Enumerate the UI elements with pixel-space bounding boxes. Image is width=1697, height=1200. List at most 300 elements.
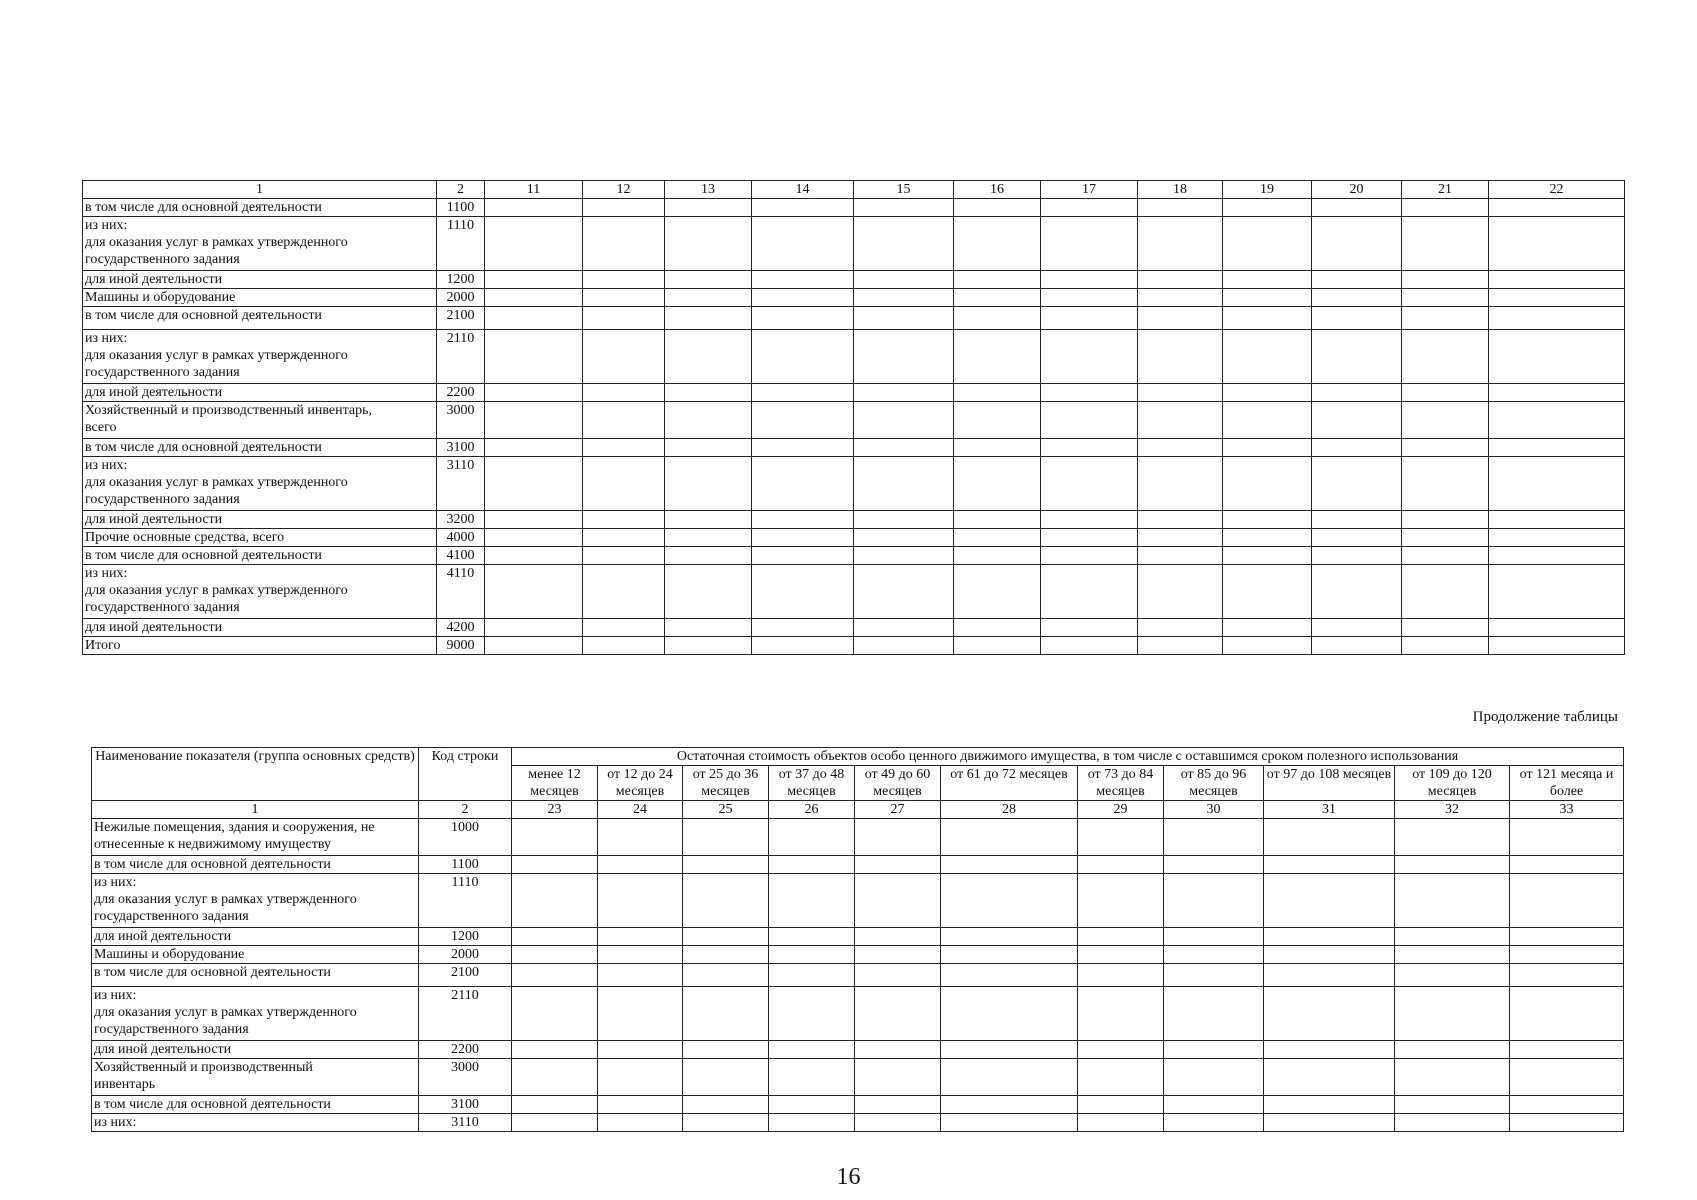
data-cell [1041, 439, 1138, 457]
row-indicator-name: в том числе для основной деятельности [83, 547, 437, 565]
column-number-header: 24 [598, 801, 683, 819]
data-cell [1312, 271, 1402, 289]
table-row [92, 964, 1624, 987]
row-code: 1110 [419, 874, 512, 928]
data-cell [583, 529, 665, 547]
data-cell [665, 637, 752, 655]
data-cell [1041, 619, 1138, 637]
data-cell [665, 547, 752, 565]
data-cell [583, 547, 665, 565]
table-row [83, 439, 1625, 457]
data-cell [1402, 637, 1489, 655]
data-cell [1138, 439, 1223, 457]
data-cell [752, 511, 854, 529]
data-cell [769, 819, 855, 856]
data-cell [1223, 307, 1312, 330]
row-code: 1200 [419, 928, 512, 946]
data-cell [1041, 307, 1138, 330]
data-cell [683, 987, 769, 1041]
data-cell [1223, 637, 1312, 655]
data-cell [1489, 439, 1625, 457]
data-cell [954, 511, 1041, 529]
row-indicator-name: в том числе для основной деятельности [92, 1096, 419, 1114]
data-cell [752, 565, 854, 619]
data-cell [1489, 402, 1625, 439]
data-cell [583, 307, 665, 330]
data-cell [1164, 946, 1264, 964]
data-cell [1138, 457, 1223, 511]
data-cell [752, 289, 854, 307]
data-cell [1041, 529, 1138, 547]
data-cell [1510, 964, 1624, 987]
data-cell [1223, 384, 1312, 402]
row-indicator-name: из них: для оказания услуг в рамках утвержденного государственного задания [83, 217, 437, 271]
data-cell [769, 856, 855, 874]
row-indicator-name: для иной деятельности [83, 511, 437, 529]
data-cell [752, 384, 854, 402]
data-cell [1164, 1041, 1264, 1059]
data-cell [1264, 928, 1395, 946]
data-cell [954, 307, 1041, 330]
data-cell [512, 856, 598, 874]
data-cell [683, 928, 769, 946]
data-cell [954, 384, 1041, 402]
data-cell [1312, 619, 1402, 637]
data-cell [752, 637, 854, 655]
data-cell [855, 1041, 941, 1059]
column-number-header: 30 [1164, 801, 1264, 819]
data-cell [512, 1059, 598, 1096]
row-code: 1000 [419, 819, 512, 856]
column-number-header: 18 [1138, 181, 1223, 199]
data-cell [1138, 271, 1223, 289]
data-cell [665, 511, 752, 529]
row-indicator-name: Машины и оборудование [92, 946, 419, 964]
data-cell [1510, 928, 1624, 946]
data-cell [583, 330, 665, 384]
data-cell [1489, 199, 1625, 217]
data-cell [1395, 874, 1510, 928]
column-header-period: от 25 до 36 месяцев [683, 766, 769, 801]
data-cell [1078, 987, 1164, 1041]
row-code: 3110 [437, 457, 485, 511]
fixed-assets-table-part1 [82, 180, 1625, 655]
row-code: 4100 [437, 547, 485, 565]
data-cell [1264, 1114, 1395, 1132]
data-cell [855, 856, 941, 874]
column-header-period: от 85 до 96 месяцев [1164, 766, 1264, 801]
row-code: 3100 [437, 439, 485, 457]
column-header-period: от 73 до 84 месяцев [1078, 766, 1164, 801]
row-code: 1110 [437, 217, 485, 271]
data-cell [854, 439, 954, 457]
column-number-header: 20 [1312, 181, 1402, 199]
data-cell [752, 619, 854, 637]
data-cell [1395, 1096, 1510, 1114]
data-cell [1510, 1114, 1624, 1132]
data-cell [1264, 987, 1395, 1041]
column-header-period: от 109 до 120 месяцев [1395, 766, 1510, 801]
table-row [83, 289, 1625, 307]
column-number-header: 13 [665, 181, 752, 199]
data-cell [941, 856, 1078, 874]
data-cell [1041, 402, 1138, 439]
table-row [83, 402, 1625, 439]
table-row [92, 1041, 1624, 1059]
data-cell [855, 964, 941, 987]
data-cell [1138, 402, 1223, 439]
data-cell [485, 637, 583, 655]
data-cell [1223, 330, 1312, 384]
row-indicator-name: для иной деятельности [92, 928, 419, 946]
data-cell [583, 289, 665, 307]
data-cell [1078, 1041, 1164, 1059]
row-indicator-name: из них: [92, 1114, 419, 1132]
data-cell [769, 946, 855, 964]
data-cell [769, 1096, 855, 1114]
column-header-period: от 49 до 60 месяцев [855, 766, 941, 801]
data-cell [954, 457, 1041, 511]
data-cell [1489, 217, 1625, 271]
data-cell [941, 1059, 1078, 1096]
data-cell [1041, 289, 1138, 307]
column-number-header: 27 [855, 801, 941, 819]
data-cell [665, 384, 752, 402]
data-cell [752, 529, 854, 547]
table-row [83, 199, 1625, 217]
data-cell [1264, 874, 1395, 928]
data-cell [1402, 547, 1489, 565]
row-indicator-name: в том числе для основной деятельности [92, 964, 419, 987]
data-cell [854, 384, 954, 402]
data-cell [954, 565, 1041, 619]
data-cell [752, 330, 854, 384]
data-cell [1489, 330, 1625, 384]
data-cell [583, 619, 665, 637]
table-row [83, 637, 1625, 655]
row-indicator-name: из них: для оказания услуг в рамках утвержденного государственного задания [83, 457, 437, 511]
data-cell [1489, 637, 1625, 655]
data-cell [1041, 384, 1138, 402]
data-cell [665, 271, 752, 289]
data-cell [941, 987, 1078, 1041]
data-cell [1395, 1059, 1510, 1096]
data-cell [683, 1059, 769, 1096]
data-cell [1489, 384, 1625, 402]
data-cell [1223, 619, 1312, 637]
data-cell [954, 619, 1041, 637]
data-cell [665, 307, 752, 330]
row-indicator-name: Итого [83, 637, 437, 655]
data-cell [512, 928, 598, 946]
table-row [83, 217, 1625, 271]
data-cell [854, 529, 954, 547]
data-cell [485, 547, 583, 565]
data-cell [1402, 330, 1489, 384]
data-cell [583, 402, 665, 439]
data-cell [512, 964, 598, 987]
data-cell [598, 856, 683, 874]
data-cell [485, 439, 583, 457]
data-cell [1402, 619, 1489, 637]
data-cell [769, 987, 855, 1041]
data-cell [665, 330, 752, 384]
data-cell [1041, 511, 1138, 529]
data-cell [1312, 511, 1402, 529]
column-header-period: от 61 до 72 месяцев [941, 766, 1078, 801]
data-cell [1264, 1096, 1395, 1114]
row-code: 3100 [419, 1096, 512, 1114]
data-cell [512, 874, 598, 928]
data-cell [954, 199, 1041, 217]
data-cell [1489, 619, 1625, 637]
row-code: 2110 [419, 987, 512, 1041]
row-code: 2100 [437, 307, 485, 330]
data-cell [665, 529, 752, 547]
data-cell [683, 946, 769, 964]
data-cell [1402, 217, 1489, 271]
data-cell [1264, 856, 1395, 874]
data-cell [1223, 529, 1312, 547]
data-cell [1078, 946, 1164, 964]
row-code: 1100 [419, 856, 512, 874]
column-number-header: 32 [1395, 801, 1510, 819]
data-cell [1489, 511, 1625, 529]
data-cell [941, 946, 1078, 964]
data-cell [665, 217, 752, 271]
data-cell [1312, 457, 1402, 511]
data-cell [665, 402, 752, 439]
data-cell [1312, 565, 1402, 619]
data-cell [941, 928, 1078, 946]
data-cell [512, 819, 598, 856]
data-cell [1489, 271, 1625, 289]
column-header-period: от 12 до 24 месяцев [598, 766, 683, 801]
table-row [83, 547, 1625, 565]
data-cell [1402, 199, 1489, 217]
data-cell [485, 289, 583, 307]
row-code: 1100 [437, 199, 485, 217]
data-cell [1489, 565, 1625, 619]
data-cell [1395, 987, 1510, 1041]
data-cell [583, 565, 665, 619]
data-cell [954, 217, 1041, 271]
column-number-header: 25 [683, 801, 769, 819]
data-cell [854, 565, 954, 619]
data-cell [598, 819, 683, 856]
data-cell [1164, 928, 1264, 946]
data-cell [1402, 307, 1489, 330]
data-cell [854, 511, 954, 529]
row-code: 3110 [419, 1114, 512, 1132]
column-group-header-residual-value: Остаточная стоимость объектов особо ценного движимого имущества, в том числе с оставшимся сроком полезного использования [512, 748, 1624, 766]
data-cell [769, 964, 855, 987]
row-code: 2000 [437, 289, 485, 307]
data-cell [1395, 1114, 1510, 1132]
data-cell [1312, 199, 1402, 217]
data-cell [1223, 402, 1312, 439]
row-indicator-name: для иной деятельности [92, 1041, 419, 1059]
data-cell [752, 199, 854, 217]
data-cell [1078, 856, 1164, 874]
data-cell [1489, 289, 1625, 307]
data-cell [1312, 217, 1402, 271]
data-cell [854, 457, 954, 511]
row-code: 1200 [437, 271, 485, 289]
table-row [83, 307, 1625, 330]
data-cell [1395, 946, 1510, 964]
row-indicator-name: из них: для оказания услуг в рамках утвержденного государственного задания [83, 330, 437, 384]
table-row [92, 987, 1624, 1041]
data-cell [1078, 874, 1164, 928]
data-cell [1489, 457, 1625, 511]
row-indicator-name: Прочие основные средства, всего [83, 529, 437, 547]
table-row [83, 271, 1625, 289]
data-cell [1138, 511, 1223, 529]
continuation-label: Продолжение таблицы [1472, 709, 1618, 725]
data-cell [1138, 547, 1223, 565]
data-cell [1041, 217, 1138, 271]
data-cell [752, 217, 854, 271]
data-cell [665, 457, 752, 511]
data-cell [1402, 384, 1489, 402]
data-cell [683, 1114, 769, 1132]
data-cell [1312, 289, 1402, 307]
column-number-header: 2 [437, 181, 485, 199]
column-number-header: 17 [1041, 181, 1138, 199]
data-cell [854, 330, 954, 384]
data-cell [1489, 547, 1625, 565]
data-cell [512, 987, 598, 1041]
data-cell [1489, 529, 1625, 547]
data-cell [485, 565, 583, 619]
column-number-header: 15 [854, 181, 954, 199]
row-indicator-name: для иной деятельности [83, 384, 437, 402]
data-cell [855, 819, 941, 856]
table-row [83, 565, 1625, 619]
table-row [92, 1096, 1624, 1114]
data-cell [598, 987, 683, 1041]
data-cell [1510, 1096, 1624, 1114]
data-cell [583, 271, 665, 289]
table2-header-row-1 [92, 748, 1624, 766]
data-cell [1264, 819, 1395, 856]
data-cell [1510, 987, 1624, 1041]
data-cell [769, 1059, 855, 1096]
data-cell [665, 619, 752, 637]
data-cell [583, 384, 665, 402]
data-cell [769, 874, 855, 928]
data-cell [598, 1059, 683, 1096]
table2-number-row [92, 801, 1624, 819]
data-cell [954, 402, 1041, 439]
column-number-header: 12 [583, 181, 665, 199]
data-cell [855, 1114, 941, 1132]
data-cell [583, 637, 665, 655]
data-cell [665, 439, 752, 457]
data-cell [1402, 529, 1489, 547]
data-cell [1223, 511, 1312, 529]
data-cell [665, 565, 752, 619]
data-cell [855, 1059, 941, 1096]
data-cell [1264, 1059, 1395, 1096]
row-code: 3000 [419, 1059, 512, 1096]
data-cell [583, 199, 665, 217]
data-cell [752, 402, 854, 439]
data-cell [485, 307, 583, 330]
row-code: 4200 [437, 619, 485, 637]
data-cell [1164, 874, 1264, 928]
row-code: 4000 [437, 529, 485, 547]
column-header-period: от 37 до 48 месяцев [769, 766, 855, 801]
column-header-period: менее 12 месяцев [512, 766, 598, 801]
data-cell [1223, 439, 1312, 457]
row-indicator-name: в том числе для основной деятельности [92, 856, 419, 874]
row-code: 2110 [437, 330, 485, 384]
data-cell [598, 964, 683, 987]
data-cell [1312, 529, 1402, 547]
row-code: 4110 [437, 565, 485, 619]
row-indicator-name: в том числе для основной деятельности [83, 439, 437, 457]
table1-header-row [83, 181, 1625, 199]
data-cell [512, 1114, 598, 1132]
data-cell [683, 964, 769, 987]
data-cell [1402, 289, 1489, 307]
data-cell [1164, 819, 1264, 856]
table-row [92, 928, 1624, 946]
data-cell [854, 637, 954, 655]
data-cell [1138, 330, 1223, 384]
column-number-header: 28 [941, 801, 1078, 819]
table-row [83, 529, 1625, 547]
data-cell [854, 619, 954, 637]
data-cell [954, 289, 1041, 307]
row-indicator-name: Машины и оборудование [83, 289, 437, 307]
data-cell [1402, 511, 1489, 529]
data-cell [485, 271, 583, 289]
data-cell [752, 307, 854, 330]
column-header-period: от 121 месяца и более [1510, 766, 1624, 801]
data-cell [485, 619, 583, 637]
data-cell [769, 1114, 855, 1132]
data-cell [941, 964, 1078, 987]
data-cell [598, 1096, 683, 1114]
data-cell [855, 987, 941, 1041]
data-cell [665, 289, 752, 307]
row-indicator-name: из них: для оказания услуг в рамках утвержденного государственного задания [92, 987, 419, 1041]
row-indicator-name: Хозяйственный и производственный инвентарь, всего [83, 402, 437, 439]
data-cell [941, 1041, 1078, 1059]
data-cell [1041, 637, 1138, 655]
column-number-header: 22 [1489, 181, 1625, 199]
data-cell [1164, 1114, 1264, 1132]
row-code: 2000 [419, 946, 512, 964]
page-number: 16 [836, 1164, 861, 1190]
row-indicator-name: Хозяйственный и производственный инвентарь [92, 1059, 419, 1096]
data-cell [769, 928, 855, 946]
data-cell [1164, 1096, 1264, 1114]
data-cell [752, 271, 854, 289]
data-cell [1041, 565, 1138, 619]
data-cell [683, 874, 769, 928]
data-cell [941, 819, 1078, 856]
column-number-header: 31 [1264, 801, 1395, 819]
data-cell [1138, 307, 1223, 330]
row-indicator-name: в том числе для основной деятельности [83, 307, 437, 330]
data-cell [954, 271, 1041, 289]
column-header-row-code: Код строки [419, 748, 512, 801]
data-cell [1402, 439, 1489, 457]
